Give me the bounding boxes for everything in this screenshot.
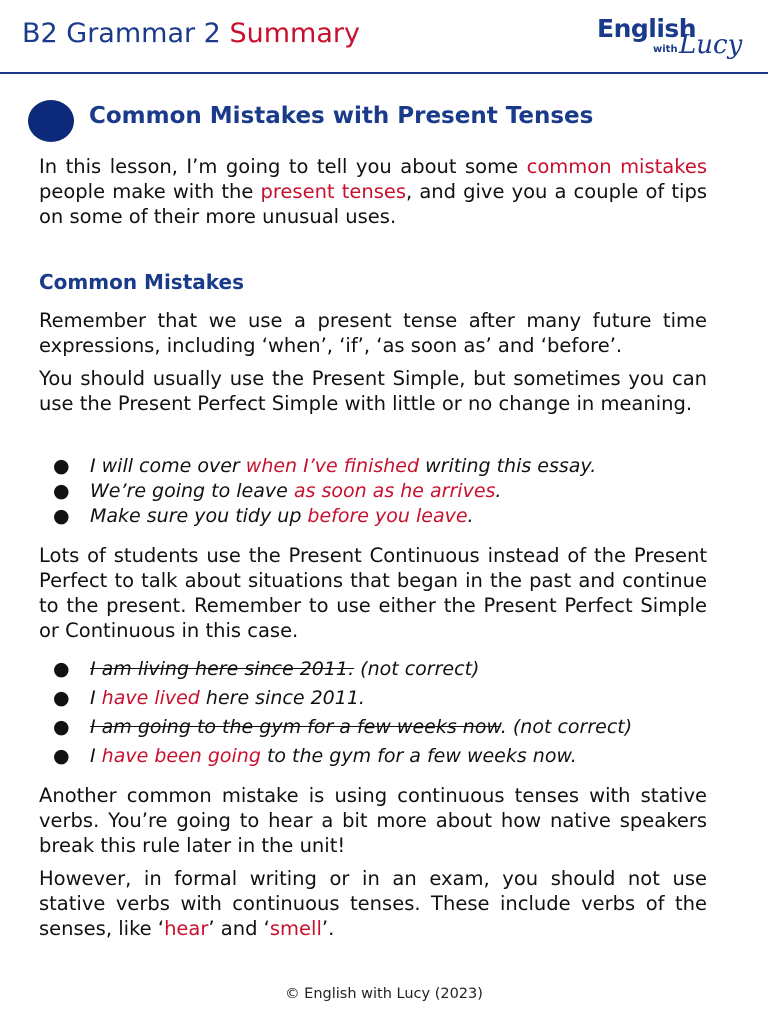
subheading-common-mistakes: Common Mistakes	[39, 270, 244, 294]
paragraph-1-text: Remember that we use a present tense after many future time expressions, including ‘when’, ‘if’, ‘as soon as’ and ‘before’.	[39, 309, 707, 357]
examples-list-1	[39, 454, 707, 529]
intro-highlight-2: present tenses	[260, 180, 407, 203]
intro-text-3: , and give you a couple of tips on some of their more unusual uses.	[39, 180, 707, 228]
list-item: ● I will come over when I’ve finished writing this essay.	[53, 455, 597, 477]
intro-text-2: people make with the	[39, 180, 261, 203]
list-item: ● I have been going to the gym for a few weeks now.	[53, 745, 577, 767]
bullet-icon: ●	[53, 687, 70, 709]
paragraph-4	[39, 783, 707, 858]
section-title: Common Mistakes with Present Tenses	[89, 103, 594, 129]
title-main: B2 Grammar 2	[22, 18, 221, 49]
logo-english: English	[597, 14, 697, 43]
paragraph-4-text: Another common mistake is using continuous tenses with stative verbs. You’re going to hear a bit more about how native speakers break this rule later in the unit!	[39, 784, 707, 857]
paragraph-3	[39, 543, 707, 643]
logo-lucy: Lucy	[679, 30, 743, 60]
list-item: ● I have lived here since 2011.	[53, 687, 365, 709]
bullet-icon: ●	[53, 455, 70, 477]
list-item: ● I am living here since 2011. (not correct)	[53, 658, 480, 680]
intro-paragraph	[39, 154, 707, 229]
title-accent: Summary	[229, 18, 360, 49]
logo-with: with	[653, 44, 678, 55]
english-with-lucy-logo	[597, 14, 747, 66]
incorrect-example: I am going to the gym for a few weeks now	[90, 716, 501, 738]
bullet-icon: ●	[53, 505, 70, 527]
list-item: ● Make sure you tidy up before you leave.	[53, 505, 474, 527]
paragraph-1	[39, 308, 707, 358]
page-title	[22, 18, 360, 49]
header-divider	[0, 72, 768, 74]
intro-text-1: In this lesson, I’m going to tell you about some	[39, 155, 527, 178]
page-header	[0, 0, 768, 74]
footer-copyright: © English with Lucy (2023)	[285, 986, 483, 1002]
highlight-hear: hear	[164, 917, 209, 940]
paragraph-2	[39, 366, 707, 416]
highlight-smell: smell	[269, 917, 322, 940]
intro-highlight-1: common mistakes	[526, 155, 707, 178]
bullet-icon: ●	[53, 745, 70, 767]
bullet-icon: ●	[53, 480, 70, 502]
bullet-icon: ●	[53, 658, 70, 680]
bullet-icon: ●	[53, 716, 70, 738]
paragraph-5: However, in formal writing or in an exam, you should not use stative verbs with continuous tenses. These include verbs of the senses, like ‘hear’ and ‘smell’.	[39, 867, 707, 940]
list-item: ● We’re going to leave as soon as he arrives.	[53, 480, 502, 502]
examples-list-2	[39, 657, 707, 769]
paragraph-3-text: Lots of students use the Present Continuous instead of the Present Perfect to talk about situations that began in the past and continue to the present. Remember to use either the Present Perfect Simple or Continuous in this case.	[39, 544, 707, 642]
paragraph-2-text: You should usually use the Present Simple, but sometimes you can use the Present Perfect Simple with little or no change in meaning.	[39, 367, 707, 415]
list-item: ● I am going to the gym for a few weeks now. (not correct)	[53, 716, 633, 738]
incorrect-example: I am living here since 2011.	[90, 658, 355, 680]
section-bullet-dot	[28, 100, 74, 142]
